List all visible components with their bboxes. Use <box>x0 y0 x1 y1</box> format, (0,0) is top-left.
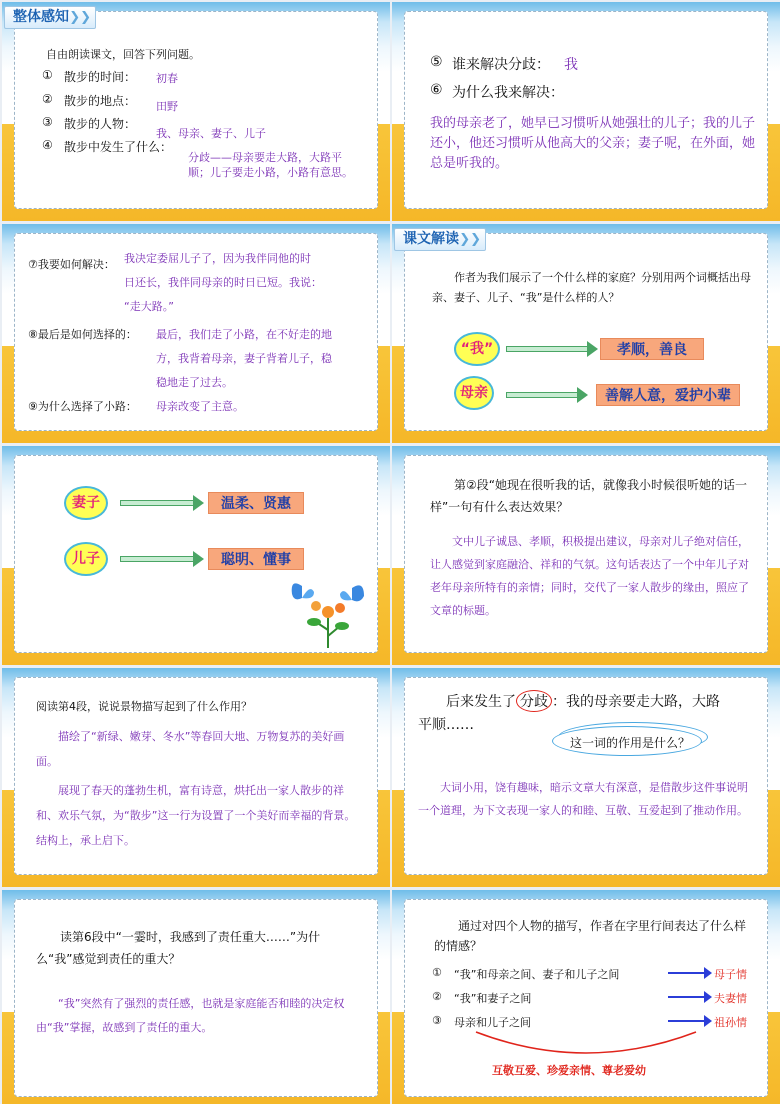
q1-answer: 初春 <box>156 72 178 85</box>
answer-box-me: 孝顺，善良 <box>600 338 704 360</box>
q2-number: ② <box>42 92 53 106</box>
q1-label: 散步的时间： <box>64 70 137 84</box>
slide-2[interactable] <box>392 2 780 221</box>
r3-number: ③ <box>432 1014 442 1027</box>
q6-answer: 我的母亲老了，她早已习惯听从她强壮的儿子；我的儿子还小，他还习惯听从他高大的父亲；妻子呢，在外面，她总是听我的。 <box>430 116 756 171</box>
heading-text: ：我的母亲要走大路，大路 <box>552 694 720 710</box>
s9-question: 读第6段中“一霎时，我感到了责任重大……”为什么“我”感觉到责任的重大？ <box>36 930 321 966</box>
r1-number: ① <box>432 966 442 979</box>
r3-label: 母亲和儿子之间 <box>454 1016 531 1029</box>
q8-answer-line1: 最后，我们走了小路，在不好走的地 <box>156 328 332 341</box>
s8-heading-line2: 平顺…… <box>418 717 474 733</box>
q3-number: ③ <box>42 115 53 129</box>
heading-text: 后来发生了 <box>446 694 516 710</box>
r2-answer: 夫妻情 <box>714 992 747 1005</box>
s6-answer: 文中儿子诚恳、孝顺，积极提出建议，母亲对儿子绝对信任，让人感觉到家庭融洽、祥和的气氛。这句话表达了一个中年儿子对老年母亲所特有的亲情；同时，交代了一家人散步的缘由，照应了文章的标题。 <box>430 535 749 617</box>
q4-number: ④ <box>42 138 53 152</box>
slide-9[interactable] <box>2 890 390 1104</box>
highlight-word: 分歧 <box>516 690 552 712</box>
slide-3[interactable] <box>2 224 390 443</box>
intro-text: 自由朗读课文，回答下列问题。 <box>46 48 200 61</box>
r1-answer: 母子情 <box>714 968 747 981</box>
answer-box-mother: 善解人意，爱护小辈 <box>596 384 740 406</box>
q6-number: ⑥ <box>430 82 443 98</box>
q4-label: 散步中发生了什么： <box>64 140 173 154</box>
q5-number: ⑤ <box>430 54 443 70</box>
s9-answer: “我”突然有了强烈的责任感，也就是家庭能否和睦的决定权由“我”掌握，故感到了责任的重大。 <box>36 997 345 1034</box>
arrow-icon <box>506 344 598 354</box>
arrow-icon <box>668 1020 710 1022</box>
r3-answer: 祖孙情 <box>714 1016 747 1029</box>
oval-wife: 妻子 <box>64 486 108 520</box>
arrow-icon <box>668 996 710 998</box>
q7-answer-line2: 日还长，我伴同母亲的时日已短。我说： <box>124 276 322 289</box>
q1-number: ① <box>42 68 53 82</box>
q2-answer: 田野 <box>156 100 178 113</box>
bracket-curve <box>474 1030 698 1058</box>
s4-question: 作者为我们展示了一个什么样的家庭？分别用两个词概括出母亲、妻子、儿子、“我”是什么样的人？ <box>432 271 751 304</box>
slide-8[interactable] <box>392 668 780 887</box>
slide-5[interactable] <box>2 446 390 665</box>
q7-label: ⑦我要如何解决： <box>28 258 115 271</box>
slide-6[interactable] <box>392 446 780 665</box>
s10-question: 通过对四个人物的描写，作者在字里行间表达了什么样的情感？ <box>434 919 747 953</box>
q2-label: 散步的地点： <box>64 94 137 108</box>
q5-label: 谁来解决分歧： <box>452 57 550 73</box>
oval-mother: 母亲 <box>454 376 494 410</box>
oval-me: “我” <box>454 332 500 366</box>
s8-answer: 大词小用，饶有趣味，暗示文章大有深意，是借散步这件事说明一个道理，为下文表现一家人的和睦、互敬、互爱起到了推动作用。 <box>418 781 748 817</box>
arrow-icon <box>506 390 588 400</box>
answer-box-son: 聪明、懂事 <box>208 548 304 570</box>
q7-answer-line1: 我决定委屈儿子了，因为我伴同他的时 <box>124 252 311 265</box>
oval-son: 儿子 <box>64 542 108 576</box>
arrow-icon <box>120 554 204 564</box>
r2-number: ② <box>432 990 442 1003</box>
q9-answer: 母亲改变了主意。 <box>156 400 244 413</box>
cloud-text: 这一词的作用是什么？ <box>570 736 691 750</box>
q6-label: 为什么我来解决： <box>452 85 564 101</box>
slide-2-card <box>404 11 768 209</box>
butterfly-flower-icon <box>288 578 370 650</box>
chevron-icon: ❯❯ <box>69 10 91 25</box>
q4-answer: 分歧——母亲要走大路，大路平顺；儿子要走小路，小路有意思。 <box>188 151 353 179</box>
s7-question: 阅读第4段，说说景物描写起到了什么作用？ <box>36 700 252 713</box>
chevron-icon: ❯❯ <box>459 232 481 247</box>
answer-box-wife: 温柔、贤惠 <box>208 492 304 514</box>
s7-answer-2: 展现了春天的蓬勃生机，富有诗意，烘托出一家人散步的祥和、欢乐气氛，为“散步”这一行为设置了一个美好而幸福的背景。结构上，承上启下。 <box>36 784 356 847</box>
q5-answer: 我 <box>564 57 578 73</box>
q7-answer-line3: “走大路。” <box>124 300 174 313</box>
slide-1[interactable] <box>2 2 390 221</box>
section-tag: 课文解读 ❯❯ <box>394 228 486 251</box>
slide-4[interactable] <box>392 224 780 443</box>
q8-label: ⑧最后是如何选择的： <box>28 328 137 341</box>
q8-answer-line2: 方，我背着母亲，妻子背着儿子，稳 <box>156 352 332 365</box>
s8-heading-line1 <box>446 690 720 712</box>
slide-7[interactable] <box>2 668 390 887</box>
r1-label: “我”和母亲之间、妻子和儿子之间 <box>454 968 620 981</box>
r2-label: “我”和妻子之间 <box>454 992 532 1005</box>
arrow-icon <box>120 498 204 508</box>
s10-summary: 互敬互爱、珍爱亲情、尊老爱幼 <box>492 1064 646 1077</box>
q8-answer-line3: 稳地走了过去。 <box>156 376 233 389</box>
s6-question: 第②段“她现在很听我的话，就像我小时候很听她的话一样”一句有什么表达效果？ <box>430 478 747 514</box>
section-tag: 整体感知 ❯❯ <box>4 6 96 29</box>
q3-answer: 我、母亲、妻子、儿子 <box>156 127 266 140</box>
q9-label: ⑨为什么选择了小路： <box>28 400 137 413</box>
slide-10[interactable] <box>392 890 780 1104</box>
q3-label: 散步的人物： <box>64 117 137 131</box>
s7-answer-1: 描绘了“新绿、嫩芽、冬水”等春回大地、万物复苏的美好画面。 <box>36 730 345 768</box>
arrow-icon <box>668 972 710 974</box>
